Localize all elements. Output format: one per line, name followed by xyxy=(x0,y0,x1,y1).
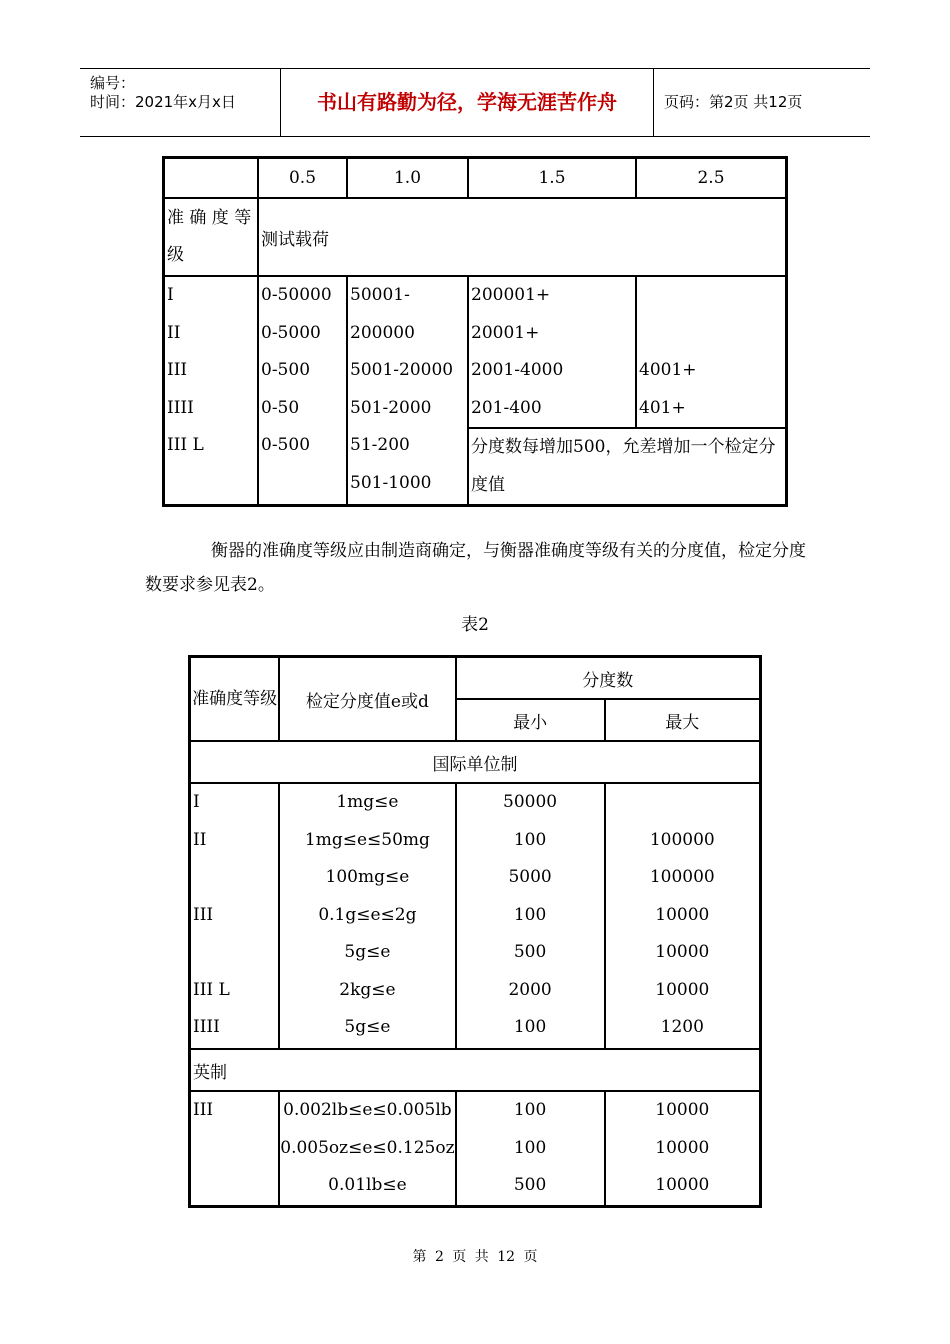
column-header: 1.0 xyxy=(347,158,468,198)
load-cell: 0-50000 xyxy=(261,285,332,305)
body-paragraph xyxy=(145,534,815,602)
grade-cell xyxy=(193,934,278,972)
min-cell: 100 xyxy=(513,1017,547,1037)
si-grade-column xyxy=(190,783,279,1049)
load-cell: 501-2000 xyxy=(350,397,432,418)
min-cell: 100 xyxy=(513,904,547,925)
header-page-info: 页码：第2页 共12页 xyxy=(664,93,803,111)
table-corner-cell xyxy=(164,158,258,198)
grade-cell: III L xyxy=(193,979,230,1000)
grade-cell: III xyxy=(193,904,214,925)
load-cell: 501-1000 xyxy=(350,472,432,493)
max-cell: 100000 xyxy=(649,867,715,887)
header-value: 检定分度值e或d xyxy=(279,657,455,741)
column-header: 0.5 xyxy=(258,158,347,198)
load-column-1-0 xyxy=(347,276,468,505)
max-cell xyxy=(606,784,759,822)
max-cell: 10000 xyxy=(655,979,710,1000)
accuracy-load-table xyxy=(162,156,788,507)
grade-cell: IIII xyxy=(193,1017,220,1037)
value-cell: 1mg≤e≤50mg xyxy=(304,829,430,850)
load-cell: 201-400 xyxy=(471,397,542,418)
header-motto: 书山有路勤为径，学海无涯苦作舟 xyxy=(281,69,654,136)
min-cell: 100 xyxy=(513,1100,547,1120)
header-count: 分度数 xyxy=(456,657,760,699)
min-cell: 5000 xyxy=(508,867,552,887)
table-caption: 表2 xyxy=(461,615,489,635)
max-cell: 10000 xyxy=(655,942,710,962)
max-cell: 1200 xyxy=(660,1017,704,1037)
min-cell: 2000 xyxy=(508,979,552,1000)
grade-cell: III xyxy=(167,360,188,380)
grade-cell: III xyxy=(193,1100,214,1120)
serial-label: 编号： xyxy=(90,74,136,92)
min-cell: 50000 xyxy=(503,792,558,812)
si-max-column xyxy=(605,783,760,1049)
value-cell: 2kg≤e xyxy=(339,979,396,1000)
column-header: 2.5 xyxy=(636,158,786,198)
grade-cell: III L xyxy=(167,435,204,455)
page-header xyxy=(80,68,870,137)
min-cell: 100 xyxy=(513,1137,547,1158)
imp-value-column xyxy=(279,1091,455,1206)
paragraph-text: 衡器的准确度等级应由制造商确定，与衡器准确度等级有关的分度值，检定分度数要求参见表2。 xyxy=(145,541,806,595)
grade-cell: II xyxy=(167,322,181,343)
header-max: 最大 xyxy=(605,699,760,741)
max-cell: 10000 xyxy=(655,904,710,925)
section-imperial: 英制 xyxy=(190,1049,760,1091)
value-cell: 0.01lb≤e xyxy=(328,1175,407,1195)
load-cell: 200001+ xyxy=(471,285,551,305)
grade-cell: IIII xyxy=(167,397,194,418)
span-label: 测试载荷 xyxy=(258,198,786,276)
max-cell: 10000 xyxy=(655,1100,710,1120)
value-cell: 5g≤e xyxy=(344,942,391,962)
increment-note: 分度数每增加500，允差增加一个检定分度值 xyxy=(468,428,786,505)
load-cell: 5001-20000 xyxy=(350,360,454,380)
max-cell: 10000 xyxy=(655,1175,710,1195)
grade-cell: I xyxy=(193,792,200,812)
grade-cell: II xyxy=(193,829,207,850)
load-column-0-5 xyxy=(258,276,347,505)
header-grade: 准确度等级 xyxy=(190,657,279,741)
value-cell: 0.002lb≤e≤0.005lb xyxy=(283,1100,452,1120)
load-cell: 0-5000 xyxy=(261,322,321,343)
load-column-1-5 xyxy=(468,276,636,428)
grade-column xyxy=(164,276,258,505)
header-meta xyxy=(80,69,281,136)
si-min-column xyxy=(456,783,605,1049)
load-cell: 4001+ xyxy=(639,360,697,380)
grade-cell: I xyxy=(167,285,174,305)
grade-cell xyxy=(193,859,278,897)
max-cell: 10000 xyxy=(655,1137,710,1158)
load-cell: 51-200 xyxy=(350,435,410,455)
imp-min-column xyxy=(456,1091,605,1206)
division-table xyxy=(188,655,762,1208)
date-label: 时间：2021年x月x日 xyxy=(90,93,236,111)
value-cell: 1mg≤e xyxy=(336,792,399,812)
load-cell: 0-50 xyxy=(261,397,300,418)
min-cell: 500 xyxy=(513,1175,547,1195)
max-cell: 100000 xyxy=(649,829,715,850)
imp-grade-column xyxy=(190,1091,279,1206)
load-cell: 2001-4000 xyxy=(471,360,564,380)
row-label: 准 确 度 等 级 xyxy=(164,198,258,276)
value-cell: 100mg≤e xyxy=(325,867,410,887)
column-header: 1.5 xyxy=(468,158,636,198)
load-cell: 20001+ xyxy=(471,322,540,343)
load-cell: 401+ xyxy=(639,397,686,418)
value-cell: 0.1g≤e≤2g xyxy=(318,904,417,925)
min-cell: 100 xyxy=(513,829,547,850)
load-cell: 50001-200000 xyxy=(350,285,415,343)
empty-cell xyxy=(639,277,785,352)
header-min: 最小 xyxy=(456,699,605,741)
min-cell: 500 xyxy=(513,942,547,962)
si-value-column xyxy=(279,783,455,1049)
page-footer: 第 2 页 共 12 页 xyxy=(412,1249,538,1265)
value-cell: 5g≤e xyxy=(344,1017,391,1037)
load-cell: 0-500 xyxy=(261,360,311,380)
imp-max-column xyxy=(605,1091,760,1206)
load-cell: 0-500 xyxy=(261,435,311,455)
load-column-2-5 xyxy=(636,276,786,428)
value-cell: 0.005oz≤e≤0.125oz xyxy=(280,1137,455,1158)
section-si: 国际单位制 xyxy=(190,741,760,783)
